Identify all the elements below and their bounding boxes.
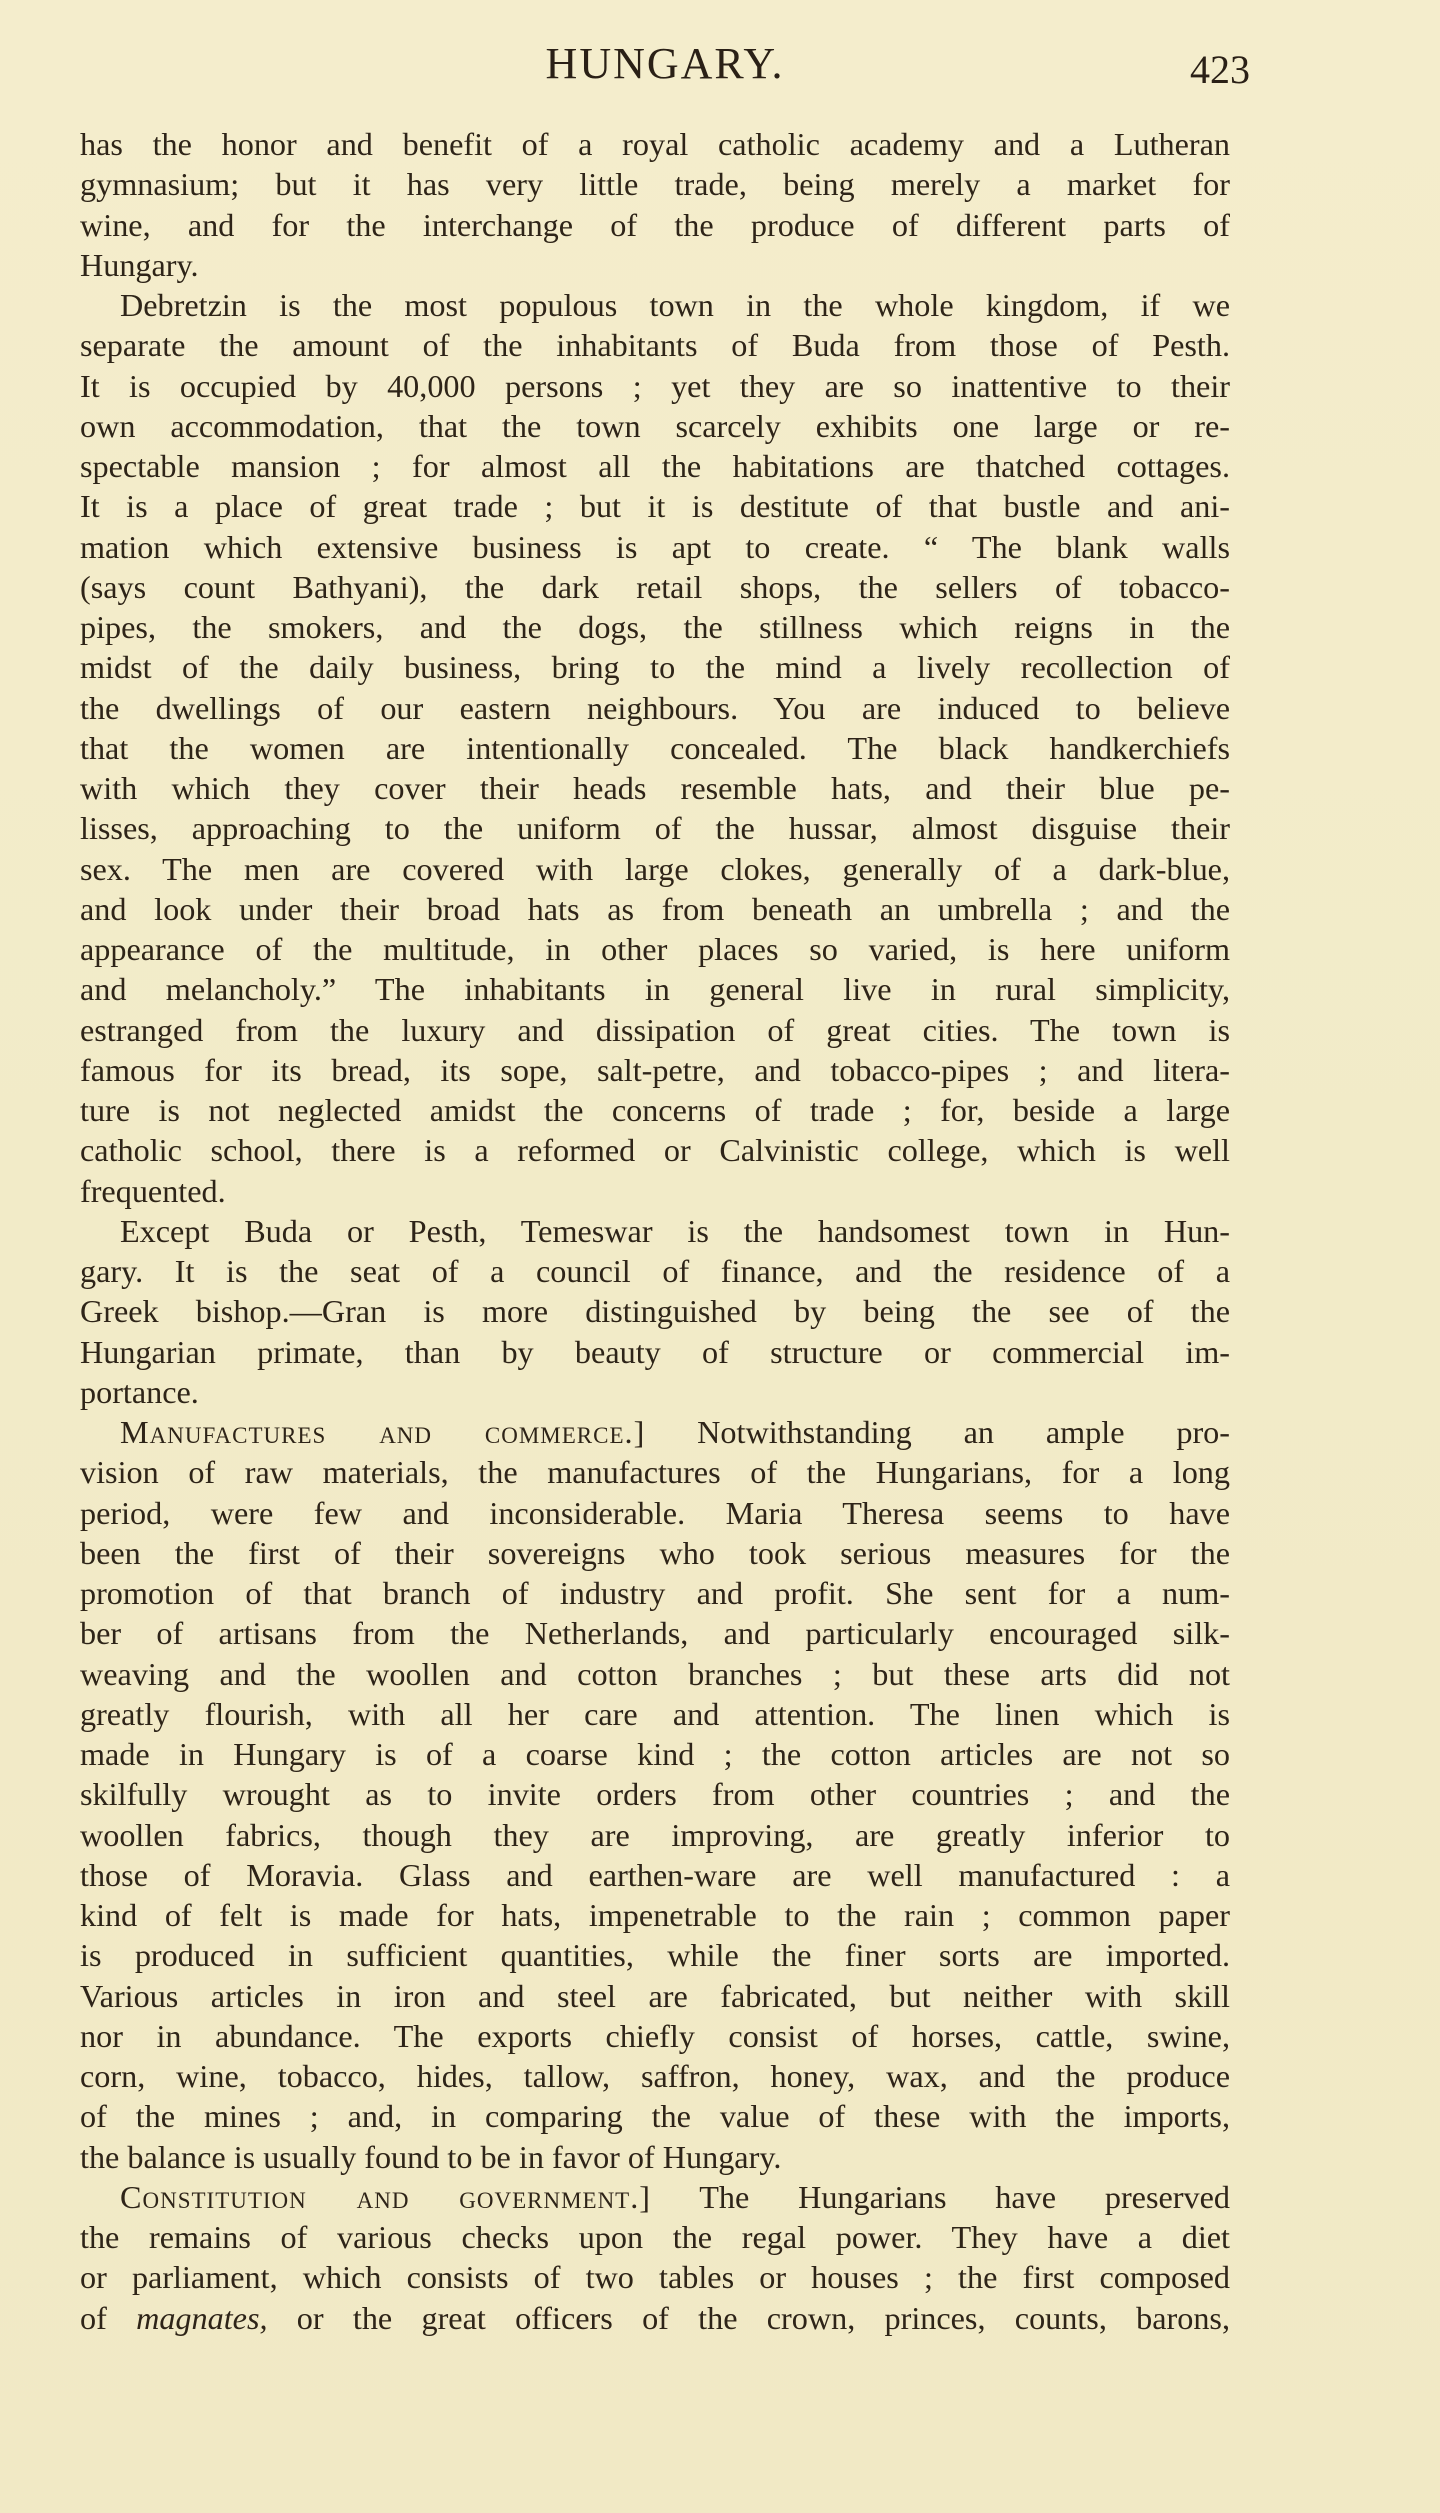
line-text: catholic school, there is a reformed or Calvinistic college, which is well bbox=[80, 1132, 1230, 1169]
text-line bbox=[80, 486, 1230, 526]
running-head bbox=[80, 38, 1250, 98]
line-text: ture is not neglected amidst the concerns of trade ; for, beside a large bbox=[80, 1092, 1230, 1128]
line-text: appearance of the multitude, in other places so varied, is here uniform bbox=[80, 931, 1230, 967]
running-title: HUNGARY. bbox=[545, 39, 785, 88]
text-line bbox=[80, 1251, 1230, 1291]
text-line bbox=[80, 1130, 1230, 1170]
text-line bbox=[80, 1935, 1230, 1975]
line-text: been the first of their sovereigns who took serious measures for the bbox=[80, 1534, 1230, 1571]
text-line bbox=[80, 1855, 1230, 1895]
line-text: estranged from the luxury and dissipation of great cities. The town is bbox=[80, 1011, 1230, 1048]
text-line bbox=[80, 527, 1230, 567]
text-line bbox=[80, 728, 1230, 768]
text-line bbox=[80, 1613, 1230, 1653]
section-heading: Manufactures and commerce.] bbox=[120, 1414, 646, 1450]
line-text: gymnasium; but it has very little trade, being merely a market for bbox=[80, 166, 1230, 203]
text-line bbox=[80, 1533, 1230, 1573]
page-number: 423 bbox=[1190, 47, 1250, 92]
text-line bbox=[80, 849, 1230, 889]
line-prefix: of bbox=[80, 2299, 137, 2336]
line-text: gary. It is the seat of a council of finance, and the residence of a bbox=[80, 1253, 1230, 1289]
text-line bbox=[80, 1734, 1230, 1774]
line-text: corn, wine, tobacco, hides, tallow, saffron, honey, wax, and the produce bbox=[80, 2058, 1230, 2094]
line-text: Debretzin is the most populous town in the whole kingdom, if we bbox=[120, 287, 1230, 323]
line-text: spectable mansion ; for almost all the habitations are thatched cottages. bbox=[80, 448, 1230, 484]
text-line bbox=[80, 2177, 1230, 2217]
text-line bbox=[80, 245, 1230, 285]
text-line bbox=[80, 768, 1230, 808]
text-line bbox=[80, 1332, 1230, 1372]
text-line bbox=[80, 1372, 1230, 1412]
text-line bbox=[80, 325, 1230, 365]
line-text: Notwithstanding an ample pro- bbox=[645, 1414, 1230, 1450]
text-line bbox=[80, 1211, 1230, 1251]
line-text: pipes, the smokers, and the dogs, the stillness which reigns in the bbox=[80, 609, 1230, 645]
text-line bbox=[80, 1815, 1230, 1855]
text-line bbox=[80, 969, 1230, 1009]
line-text: wine, and for the interchange of the produce of different parts of bbox=[80, 206, 1230, 243]
text-line bbox=[80, 688, 1230, 728]
text-line bbox=[80, 124, 1230, 164]
line-text: The Hungarians have preserved bbox=[651, 2178, 1230, 2215]
section-heading: Constitution and government.] bbox=[120, 2178, 651, 2215]
line-text: the dwellings of our eastern neighbours. You are induced to believe bbox=[80, 689, 1230, 726]
text-line bbox=[80, 205, 1230, 245]
line-text: or the great officers of the crown, princes, counts, barons, bbox=[267, 2299, 1231, 2336]
text-line bbox=[80, 929, 1230, 969]
text-line bbox=[80, 1171, 1230, 1211]
line-text: greatly flourish, with all her care and attention. The linen which is bbox=[80, 1695, 1230, 1732]
line-text: Hungarian primate, than by beauty of structure or commercial im- bbox=[80, 1333, 1230, 1370]
text-line bbox=[80, 1412, 1230, 1452]
line-text: or parliament, which consists of two tables or houses ; the first composed bbox=[80, 2259, 1230, 2296]
text-line bbox=[80, 1976, 1230, 2016]
line-text: with which they cover their heads resemble hats, and their blue pe- bbox=[80, 770, 1230, 806]
text-line bbox=[80, 607, 1230, 647]
text-line bbox=[80, 1654, 1230, 1694]
text-line bbox=[80, 1573, 1230, 1613]
line-text: period, were few and inconsiderable. Maria Theresa seems to have bbox=[80, 1494, 1230, 1531]
line-text: the balance is usually found to be in favor of Hungary. bbox=[80, 2138, 782, 2175]
line-text: and look under their broad hats as from beneath an umbrella ; and the bbox=[80, 890, 1230, 927]
text-line bbox=[80, 1452, 1230, 1492]
line-text: (says count Bathyani), the dark retail shops, the sellers of tobacco- bbox=[80, 568, 1230, 605]
line-text: frequented. bbox=[80, 1172, 226, 1209]
text-line bbox=[80, 406, 1230, 446]
text-line bbox=[80, 808, 1230, 848]
line-text: It is a place of great trade ; but it is destitute of that bustle and ani- bbox=[80, 488, 1230, 525]
line-text: kind of felt is made for hats, impenetrable to the rain ; common paper bbox=[80, 1897, 1230, 1933]
line-text: midst of the daily business, bring to the mind a lively recollection of bbox=[80, 649, 1230, 686]
line-text: It is occupied by 40,000 persons ; yet they are so inattentive to their bbox=[80, 367, 1230, 404]
line-text: nor in abundance. The exports chiefly consist of horses, cattle, swine, bbox=[80, 2017, 1230, 2054]
text-line bbox=[80, 2096, 1230, 2136]
line-text: that the women are intentionally concealed. The black handkerchiefs bbox=[80, 729, 1230, 766]
line-text: portance. bbox=[80, 1373, 199, 1410]
line-text: the remains of various checks upon the regal power. They have a diet bbox=[80, 2219, 1230, 2255]
text-line bbox=[80, 164, 1230, 204]
text-line bbox=[80, 1694, 1230, 1734]
line-text: skilfully wrought as to invite orders from other countries ; and the bbox=[80, 1776, 1230, 1813]
text-line bbox=[80, 889, 1230, 929]
line-text: made in Hungary is of a coarse kind ; the cotton articles are not so bbox=[80, 1736, 1230, 1772]
line-text: of the mines ; and, in comparing the value of these with the imports, bbox=[80, 2098, 1230, 2135]
text-line bbox=[80, 1291, 1230, 1331]
line-text: and melancholy.” The inhabitants in general live in rural simplicity, bbox=[80, 971, 1230, 1008]
line-text: Greek bishop.—Gran is more distinguished by being the see of the bbox=[80, 1293, 1230, 1330]
text-line bbox=[80, 567, 1230, 607]
line-text: Except Buda or Pesth, Temeswar is the handsomest town in Hun- bbox=[120, 1212, 1230, 1249]
line-text: ber of artisans from the Netherlands, and particularly encouraged silk- bbox=[80, 1615, 1230, 1652]
line-text: woollen fabrics, though they are improving, are greatly inferior to bbox=[80, 1816, 1230, 1853]
italic-term: magnates, bbox=[136, 2299, 268, 2336]
line-text: is produced in sufficient quantities, while the finer sorts are imported. bbox=[80, 1937, 1230, 1974]
text-line bbox=[80, 285, 1230, 325]
text-line bbox=[80, 647, 1230, 687]
text-line bbox=[80, 1090, 1230, 1130]
line-text: has the honor and benefit of a royal catholic academy and a Lutheran bbox=[80, 126, 1230, 162]
text-line bbox=[80, 2016, 1230, 2056]
body-text bbox=[80, 124, 1230, 2338]
line-text: own accommodation, that the town scarcely exhibits one large or re- bbox=[80, 407, 1230, 444]
text-line bbox=[80, 2257, 1230, 2297]
text-line bbox=[80, 1895, 1230, 1935]
text-line bbox=[80, 1010, 1230, 1050]
line-text: sex. The men are covered with large clokes, generally of a dark-blue, bbox=[80, 850, 1230, 887]
line-text: mation which extensive business is apt to create. “ The blank walls bbox=[80, 528, 1230, 565]
text-line bbox=[80, 366, 1230, 406]
line-text: weaving and the woollen and cotton branches ; but these arts did not bbox=[80, 1655, 1230, 1692]
line-text: promotion of that branch of industry and profit. She sent for a num- bbox=[80, 1575, 1230, 1611]
line-text: vision of raw materials, the manufactures of the Hungarians, for a long bbox=[80, 1454, 1230, 1491]
text-line bbox=[80, 2217, 1230, 2257]
text-line bbox=[80, 446, 1230, 486]
line-text: those of Moravia. Glass and earthen-ware are well manufactured : a bbox=[80, 1856, 1230, 1893]
text-line bbox=[80, 1774, 1230, 1814]
text-line bbox=[80, 1493, 1230, 1533]
text-line bbox=[80, 2056, 1230, 2096]
line-text: separate the amount of the inhabitants of Buda from those of Pesth. bbox=[80, 327, 1230, 364]
line-text: Hungary. bbox=[80, 246, 199, 283]
text-line bbox=[80, 2298, 1230, 2338]
text-line bbox=[80, 1050, 1230, 1090]
line-text: lisses, approaching to the uniform of the hussar, almost disguise their bbox=[80, 810, 1230, 847]
text-line bbox=[80, 2137, 1230, 2177]
line-text: famous for its bread, its sope, salt-petre, and tobacco-pipes ; and litera- bbox=[80, 1051, 1230, 1088]
line-text: Various articles in iron and steel are fabricated, but neither with skill bbox=[80, 1977, 1230, 2014]
